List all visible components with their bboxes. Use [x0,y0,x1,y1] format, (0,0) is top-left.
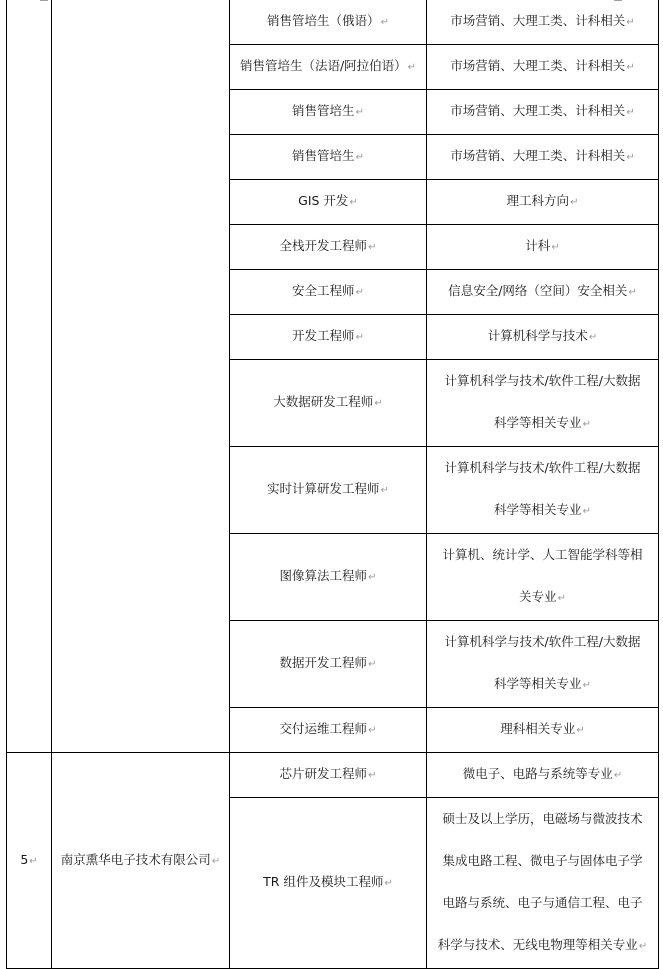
company-name-cell: 南京熏华电子技术有限公司↵ [52,753,230,969]
major-cell: 市场营销、大理工类、计科相关↵ [427,90,659,135]
major-cell: 硕士及以上学历，电磁场与微波技术 集成电路工程、微电子与固体电子学 电路与系统、电子与通信工程、电子 科学与技术、无线电物理等相关专业↵ [427,798,659,969]
major-cell: 计算机、统计学、人工智能学科等相 关专业↵ [427,534,659,621]
major-cell: 计算机科学与技术/软件工程/大数据 科学等相关专业↵ [427,360,659,447]
index-cell: 5↵ [7,753,52,969]
position-cell: 销售管培生↵ [230,135,427,180]
major-cell: 计科↵ [427,225,659,270]
major-cell: 微电子、电路与系统等专业↵ [427,753,659,798]
recruitment-table [6,0,659,969]
position-cell: GIS 开发↵ [230,180,427,225]
major-cell: 市场营销、大理工类、计科相关↵ [427,45,659,90]
position-cell: 安全工程师↵ [230,270,427,315]
company-cell-continued [52,0,230,753]
major-cell: 理工科方向↵ [427,180,659,225]
index-cell-continued [7,0,52,753]
position-cell: 数据开发工程师↵ [230,621,427,708]
major-cell: 计算机科学与技术/软件工程/大数据 科学等相关专业↵ [427,621,659,708]
position-cell: 开发工程师↵ [230,315,427,360]
position-cell: 图像算法工程师↵ [230,534,427,621]
position-cell: 实时计算研发工程师↵ [230,447,427,534]
recruitment-table-body [7,0,659,969]
position-cell: 大数据研发工程师↵ [230,360,427,447]
position-cell: 芯片研发工程师↵ [230,753,427,798]
position-cell: 销售管培生↵ [230,90,427,135]
major-cell: 计算机科学与技术/软件工程/大数据 科学等相关专业↵ [427,447,659,534]
table-row [7,753,659,798]
major-cell: 市场营销、大理工类、计科相关↵ [427,135,659,180]
position-cell: 交付运维工程师↵ [230,708,427,753]
position-cell: 销售管培生（法语/阿拉伯语）↵ [230,45,427,90]
major-cell: 计算机科学与技术↵ [427,315,659,360]
position-cell: 销售管培生（俄语）↵ [230,0,427,45]
major-cell: 信息安全/网络（空间）安全相关↵ [427,270,659,315]
major-cell: 市场营销、大理工类、计科相关↵ [427,0,659,45]
position-cell: TR 组件及模块工程师↵ [230,798,427,969]
position-cell: 全栈开发工程师↵ [230,225,427,270]
table-row [7,0,659,45]
major-cell: 理科相关专业↵ [427,708,659,753]
